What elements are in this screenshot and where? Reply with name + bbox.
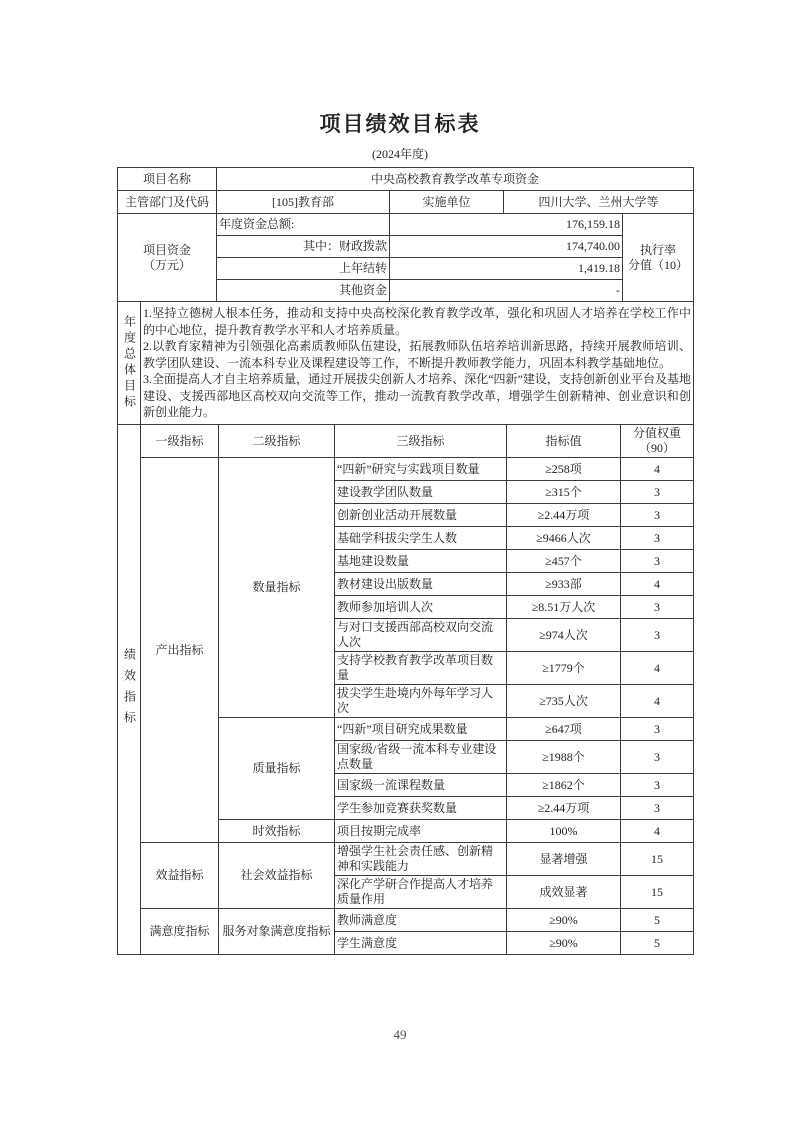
goal-paragraph: 2.以教育家精神为引领强化高素质教师队伍建设，拓展教师队伍培养培训新思路，持续开展教师培训、教学团队建设、一流本科专业及课程建设等工作，不断提升教师教学能力，巩固本科教学基础地位。 xyxy=(143,339,691,370)
indicator-value: ≥8.51万人次 xyxy=(507,596,621,619)
indicator-value: ≥1862个 xyxy=(507,774,621,797)
indicator-value: ≥90% xyxy=(507,932,621,955)
fund-row xyxy=(118,214,694,236)
indicator-name: 教师参加培训人次 xyxy=(335,596,507,619)
header-level2: 二级指标 xyxy=(219,425,335,458)
page-number: 49 xyxy=(393,1027,407,1042)
indicator-value: ≥90% xyxy=(507,909,621,932)
goal-paragraph: 1.坚持立德树人根本任务，推动和支持中央高校深化教育教学改革，强化和巩固人才培养在学校工作中的中心地位，提升教育教学水平和人才培养质量。 xyxy=(143,306,691,337)
fund-value: 176,159.18 xyxy=(390,214,623,236)
indicator-score: 3 xyxy=(621,596,694,619)
header-score: 分值权重 （90） xyxy=(621,425,694,458)
indicator-value: 成效显著 xyxy=(507,876,621,909)
indicator-score: 3 xyxy=(621,527,694,550)
indicators-header-row xyxy=(118,425,694,458)
indicator-name: 项目按期完成率 xyxy=(335,820,507,843)
annual-goal-text xyxy=(141,302,694,425)
indicator-row xyxy=(118,458,694,481)
indicator-name: 学生参加竞赛获奖数量 xyxy=(335,797,507,820)
level2-quantity: 数量指标 xyxy=(219,458,335,718)
annual-goal-table xyxy=(117,301,694,425)
indicator-name: 教师满意度 xyxy=(335,909,507,932)
project-name-label: 项目名称 xyxy=(118,168,217,191)
page-title: 项目绩效目标表 xyxy=(319,113,481,136)
annual-goal-row xyxy=(118,302,694,425)
indicator-name: 基础学科拔尖学生人数 xyxy=(335,527,507,550)
header-level1: 一级指标 xyxy=(141,425,219,458)
indicator-score: 4 xyxy=(621,820,694,843)
indicators-table xyxy=(117,424,694,955)
indicator-name: “四新”项目研究成果数量 xyxy=(335,718,507,741)
indicator-value: 100% xyxy=(507,820,621,843)
indicator-name: 创新创业活动开展数量 xyxy=(335,504,507,527)
indicator-name: 与对口支援西部高校双向交流人次 xyxy=(335,619,507,652)
execution-rate-label: 执行率 分值（10） xyxy=(623,214,694,302)
indicator-score: 3 xyxy=(621,550,694,573)
indicator-value: ≥1779个 xyxy=(507,652,621,685)
page-subtitle: (2024年度) xyxy=(372,147,428,161)
indicator-score: 3 xyxy=(621,718,694,741)
indicator-value: ≥647项 xyxy=(507,718,621,741)
project-info-table xyxy=(117,167,694,302)
level2-service-satisfaction: 服务对象满意度指标 xyxy=(219,909,335,955)
indicator-name: “四新”研究与实践项目数量 xyxy=(335,458,507,481)
level2-timeliness: 时效指标 xyxy=(219,820,335,843)
indicator-score: 3 xyxy=(621,504,694,527)
indicator-value: 显著增强 xyxy=(507,843,621,876)
level2-social-benefit: 社会效益指标 xyxy=(219,843,335,909)
dept-row xyxy=(118,191,694,214)
indicator-row xyxy=(118,909,694,932)
level1-benefit: 效益指标 xyxy=(141,843,219,909)
level2-quality: 质量指标 xyxy=(219,718,335,820)
impl-unit-value: 四川大学、兰州大学等 xyxy=(504,191,694,214)
indicator-score: 5 xyxy=(621,932,694,955)
indicator-value: ≥457个 xyxy=(507,550,621,573)
indicator-name: 拔尖学生赴境内外每年学习人次 xyxy=(335,685,507,718)
indicator-value: ≥258项 xyxy=(507,458,621,481)
indicator-score: 15 xyxy=(621,876,694,909)
header-value: 指标值 xyxy=(507,425,621,458)
fund-name: 其中：财政拨款 xyxy=(217,236,390,258)
level1-output: 产出指标 xyxy=(141,458,219,843)
header-level3: 三级指标 xyxy=(335,425,507,458)
indicator-value: ≥9466人次 xyxy=(507,527,621,550)
indicator-score: 3 xyxy=(621,741,694,774)
indicator-row xyxy=(118,843,694,876)
indicator-score: 15 xyxy=(621,843,694,876)
indicator-name: 国家级一流课程数量 xyxy=(335,774,507,797)
indicator-score: 3 xyxy=(621,797,694,820)
indicator-score: 3 xyxy=(621,481,694,504)
fund-name: 上年结转 xyxy=(217,258,390,280)
fund-name: 年度资金总额: xyxy=(217,214,390,236)
indicator-name: 教材建设出版数量 xyxy=(335,573,507,596)
indicator-value: ≥2.44万项 xyxy=(507,797,621,820)
project-name-row xyxy=(118,168,694,191)
indicator-score: 4 xyxy=(621,458,694,481)
dept-label: 主管部门及代码 xyxy=(118,191,217,214)
indicator-score: 4 xyxy=(621,573,694,596)
level1-satisfaction: 满意度指标 xyxy=(141,909,219,955)
indicator-value: ≥2.44万项 xyxy=(507,504,621,527)
indicators-side-label: 绩效指标 xyxy=(118,425,141,955)
indicator-value: ≥933部 xyxy=(507,573,621,596)
fund-value: - xyxy=(390,280,623,302)
annual-goal-label: 年度总体目标 xyxy=(118,302,141,425)
indicator-name: 增强学生社会责任感、创新精神和实践能力 xyxy=(335,843,507,876)
indicator-name: 支持学校教育教学改革项目数量 xyxy=(335,652,507,685)
indicator-name: 建设教学团队数量 xyxy=(335,481,507,504)
goal-paragraph: 3.全面提高人才自主培养质量，通过开展拔尖创新人才培养、深化“四新”建设，支持创新创业平台及基地建设、支援西部地区高校双向交流等工作，推动一流教育教学改革，增强学生创新精神、创业意识和创新创业能力。 xyxy=(143,372,691,420)
indicator-name: 深化产学研合作提高人才培养质量作用 xyxy=(335,876,507,909)
indicator-value: ≥974人次 xyxy=(507,619,621,652)
indicator-name: 基地建设数量 xyxy=(335,550,507,573)
indicator-value: ≥315个 xyxy=(507,481,621,504)
fund-value: 174,740.00 xyxy=(390,236,623,258)
indicator-name: 国家级/省级一流本科专业建设点数量 xyxy=(335,741,507,774)
fund-value: 1,419.18 xyxy=(390,258,623,280)
funds-label: 项目资金 （万元） xyxy=(118,214,217,302)
fund-name: 其他资金 xyxy=(217,280,390,302)
indicator-score: 3 xyxy=(621,619,694,652)
indicator-value: ≥1988个 xyxy=(507,741,621,774)
project-name-value: 中央高校教育教学改革专项资金 xyxy=(217,168,694,191)
indicator-score: 4 xyxy=(621,652,694,685)
indicator-score: 3 xyxy=(621,774,694,797)
indicator-name: 学生满意度 xyxy=(335,932,507,955)
indicator-score: 4 xyxy=(621,685,694,718)
indicator-value: ≥735人次 xyxy=(507,685,621,718)
impl-unit-label: 实施单位 xyxy=(390,191,504,214)
dept-value: [105]教育部 xyxy=(217,191,390,214)
indicator-score: 5 xyxy=(621,909,694,932)
